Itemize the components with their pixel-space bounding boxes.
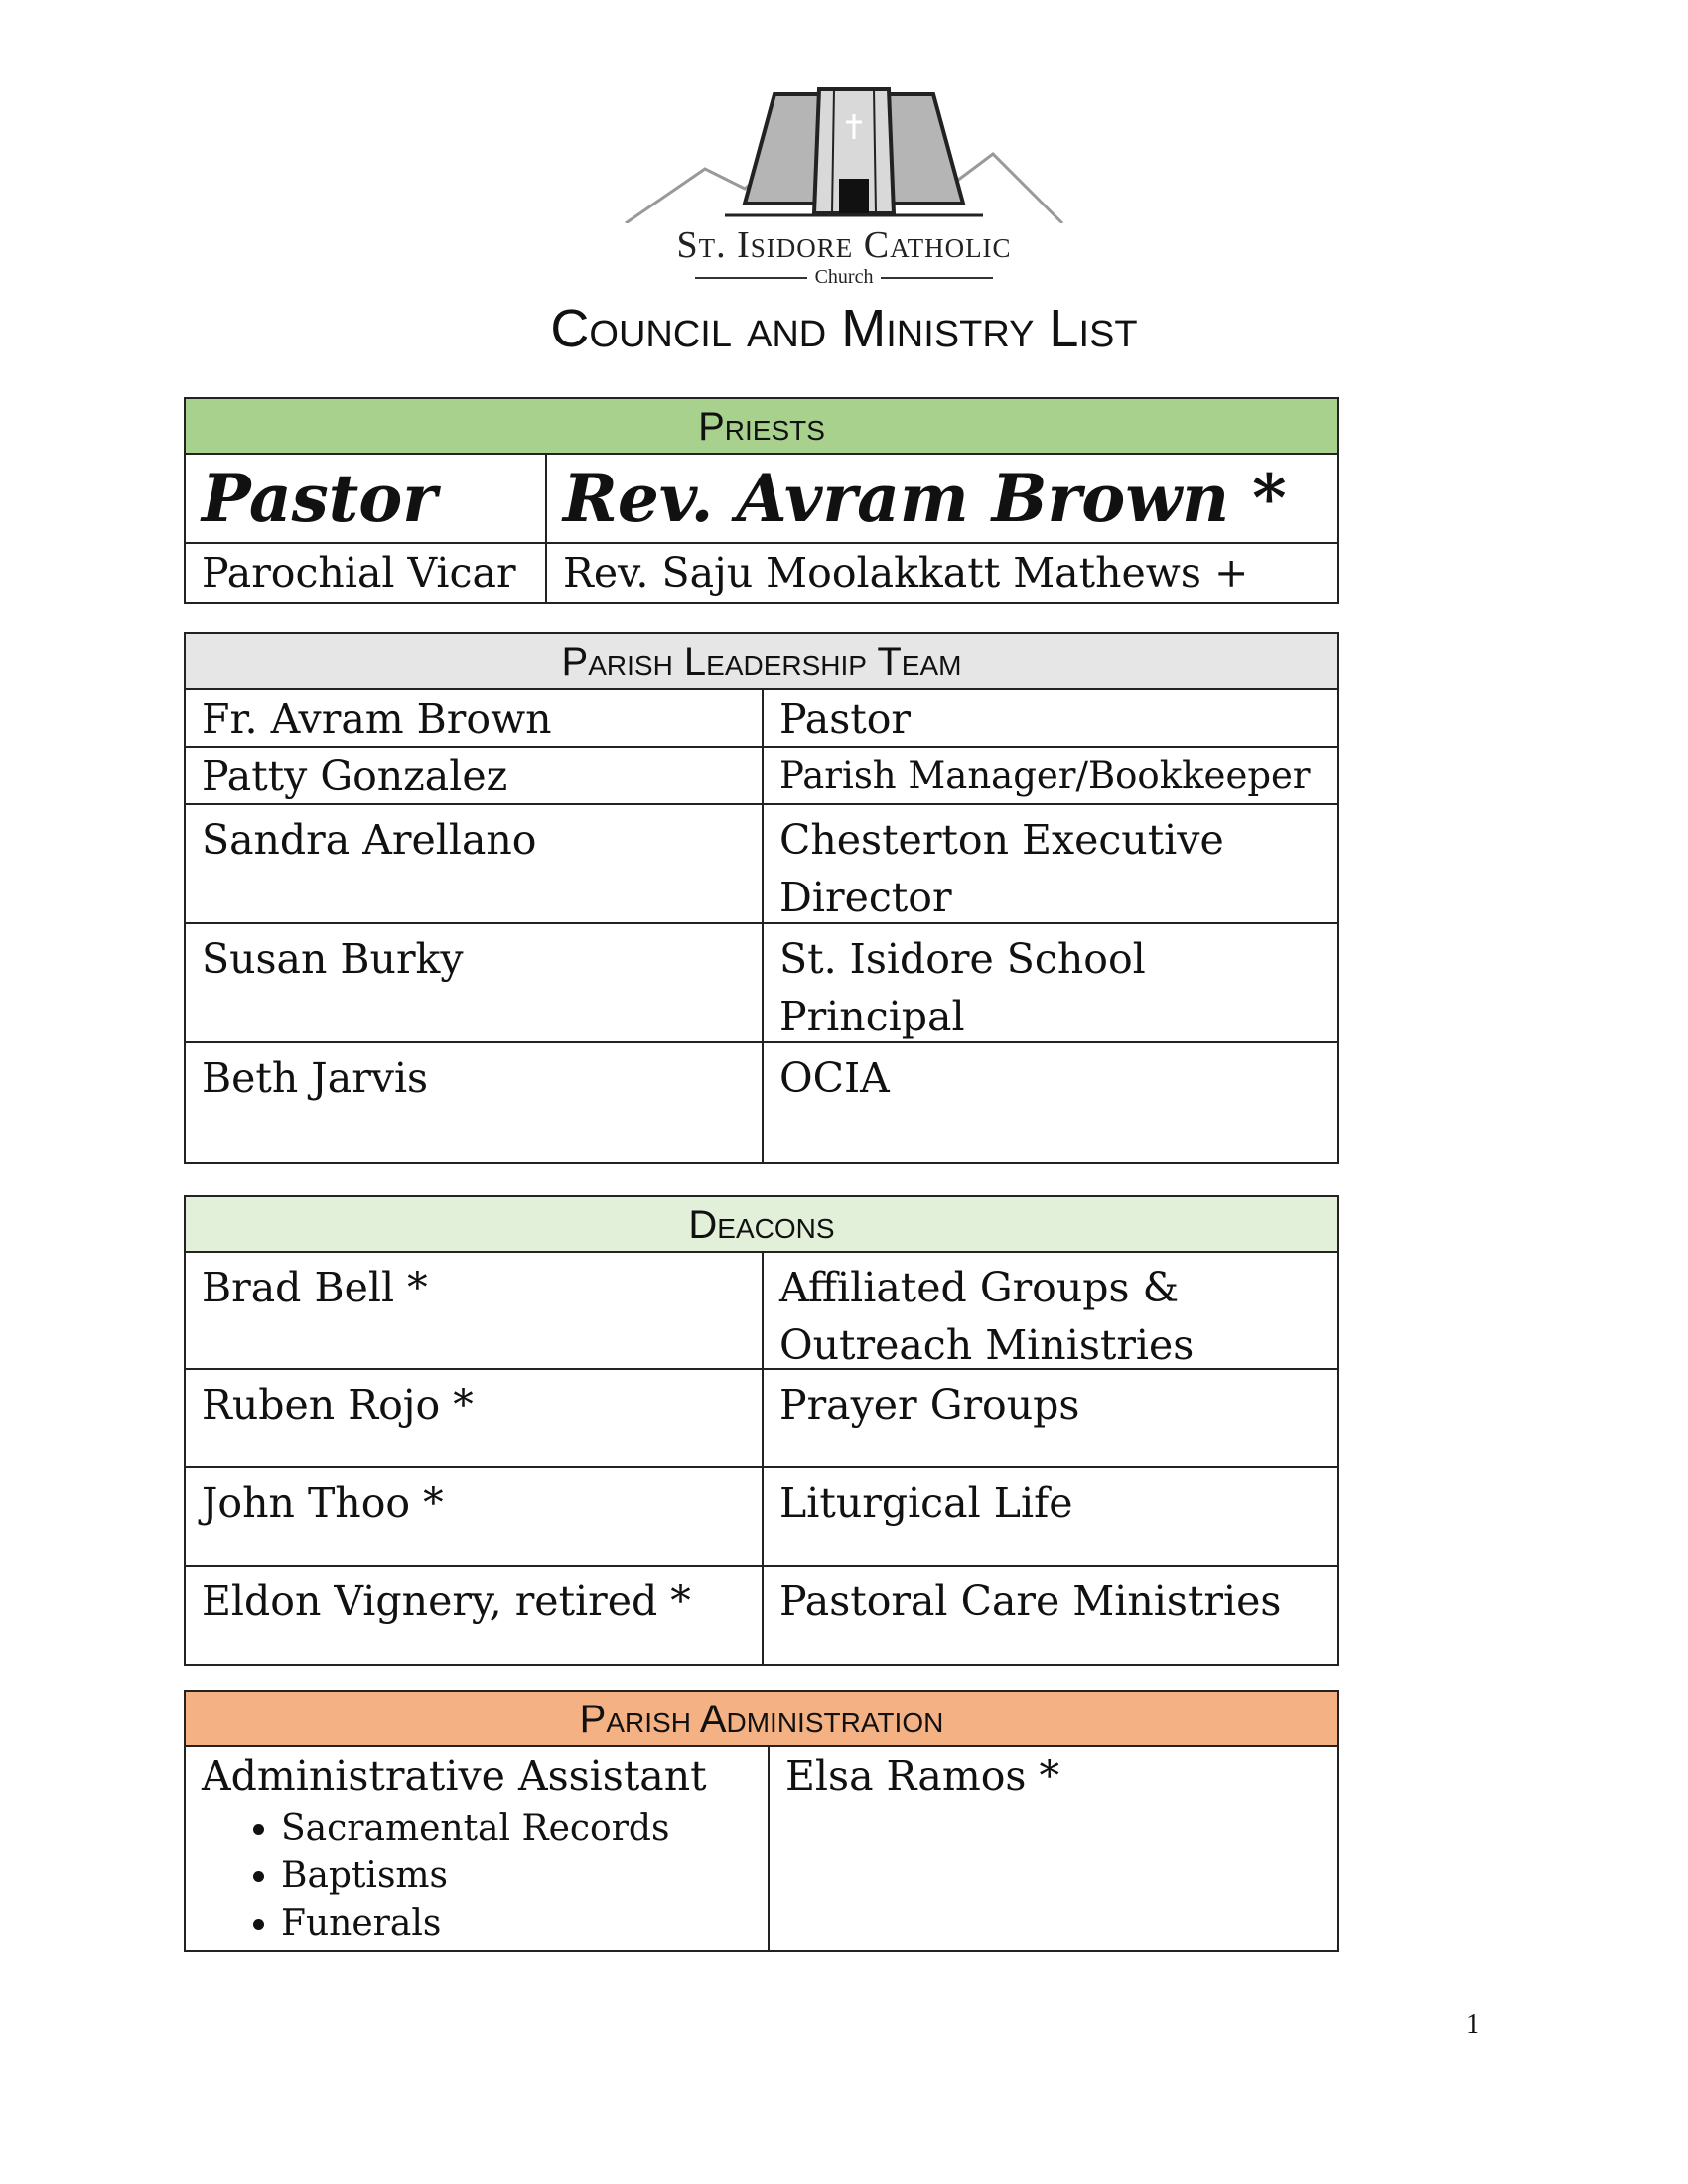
admin-role-cell <box>186 1747 768 1950</box>
priest-name: Rev. Avram Brown * <box>545 455 1337 542</box>
list-item: • Baptisms <box>281 1852 752 1900</box>
deacon-role: Prayer Groups <box>762 1370 1337 1466</box>
page-number: 1 <box>1466 2009 1479 2040</box>
divider <box>881 277 993 279</box>
table-row <box>186 924 1337 1043</box>
leader-name: Patty Gonzalez <box>202 752 508 800</box>
table-row <box>186 1567 1337 1664</box>
leader-name: Susan Burky <box>202 935 464 983</box>
deacon-role: Pastoral Care Ministries <box>762 1567 1337 1664</box>
deacon-name: Eldon Vignery, retired * <box>202 1577 691 1625</box>
deacon-name: John Thoo * <box>202 1479 444 1527</box>
leader-role: Parish Manager/Bookkeeper <box>762 748 1337 803</box>
logo-sub-text: Church <box>814 266 874 288</box>
table-row <box>186 1370 1337 1468</box>
church-logo <box>616 84 1072 298</box>
table-row <box>186 1043 1337 1162</box>
logo-church-name: St. Isidore Catholic <box>676 224 1012 266</box>
table-row <box>186 1468 1337 1567</box>
list-item: • Sacramental Records <box>281 1805 752 1852</box>
leader-name: Sandra Arellano <box>202 816 537 864</box>
table-row <box>186 1253 1337 1370</box>
admin-duties-list <box>202 1805 752 1948</box>
deacon-role: Liturgical Life <box>762 1468 1337 1565</box>
divider <box>695 277 807 279</box>
admin-name: Elsa Ramos * <box>768 1747 1337 1950</box>
priests-table <box>184 397 1339 604</box>
priests-header: Priests <box>186 399 1337 455</box>
deacons-header: Deacons <box>186 1197 1337 1253</box>
table-row <box>186 748 1337 805</box>
table-row <box>186 1747 1337 1950</box>
table-row <box>186 455 1337 544</box>
church-building-icon <box>616 84 1072 223</box>
administration-table <box>184 1690 1339 1952</box>
table-row <box>186 805 1337 924</box>
leader-name: Beth Jarvis <box>202 1054 429 1102</box>
leader-role: OCIA <box>762 1043 1337 1162</box>
page-title: Council and Ministry List <box>550 299 1138 358</box>
leadership-table <box>184 632 1339 1164</box>
leader-role: Chesterton Executive Director <box>762 805 1337 922</box>
logo-church-subtitle <box>695 266 993 289</box>
leader-role: Pastor <box>762 690 1337 746</box>
deacon-role: Affiliated Groups & Outreach Ministries <box>762 1253 1337 1368</box>
list-item: • Funerals <box>281 1900 752 1948</box>
deacons-table <box>184 1195 1339 1666</box>
deacon-name: Ruben Rojo * <box>202 1381 474 1429</box>
administration-header: Parish Administration <box>186 1692 1337 1747</box>
leader-role: St. Isidore School Principal <box>762 924 1337 1041</box>
table-row <box>186 690 1337 748</box>
table-row <box>186 544 1337 602</box>
priest-name: Rev. Saju Moolakkatt Mathews + <box>545 544 1337 602</box>
deacon-name: Brad Bell * <box>202 1264 428 1311</box>
priest-role: Parochial Vicar <box>202 549 516 597</box>
leader-name: Fr. Avram Brown <box>202 695 552 743</box>
priest-role: Pastor <box>202 460 438 537</box>
admin-role: Administrative Assistant <box>202 1752 707 1800</box>
leadership-header: Parish Leadership Team <box>186 634 1337 690</box>
